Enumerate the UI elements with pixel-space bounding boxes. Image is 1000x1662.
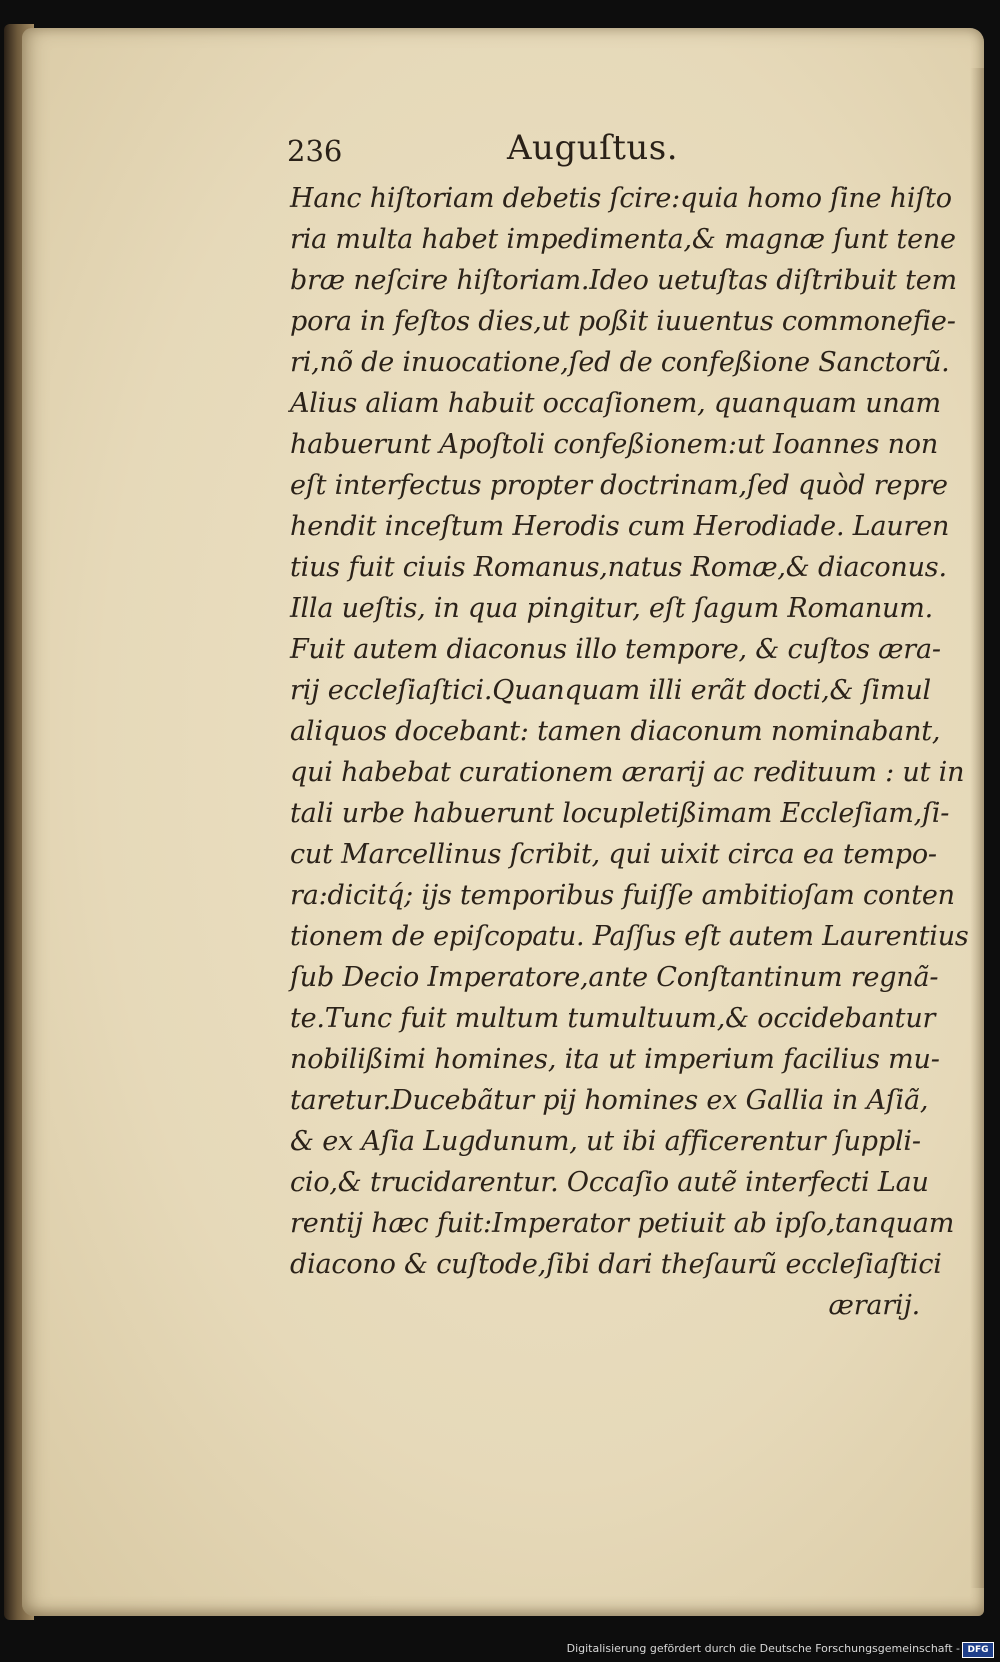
text-line: taretur.Ducebãtur pij homines ex Gallia in Aſiã, (290, 1085, 929, 1116)
text-line: cut Marcellinus ſcribit, qui uixit circa ea tempo- (290, 839, 937, 870)
footer-bar (0, 1638, 1000, 1662)
text-line: diacono & cuſtode,ſibi dari theſaurũ eccleſiaſtici (290, 1249, 942, 1280)
text-line: nobilißimi homines, ita ut imperium facilius mu- (290, 1044, 940, 1075)
text-line: cio,& trucidarentur. Occaſio autẽ interfecti Lau (290, 1167, 929, 1198)
text-line: ri,nõ de inuocatione,ſed de confeßione Sanctorũ. (290, 347, 950, 378)
text-line: Fuit autem diaconus illo tempore, & cuſtos æra- (290, 634, 941, 665)
text-line: ſub Decio Imperatore,ante Conſtantinum regnã- (290, 962, 939, 993)
page-edge-shading (970, 68, 984, 1588)
text-line: pora in feſtos dies,ut poßit iuuentus commonefie- (290, 306, 956, 337)
text-line: ria multa habet impedimenta,& magnæ ſunt tene (290, 224, 956, 255)
text-line: Hanc hiſtoriam debetis ſcire:quia homo ſine hiſto (290, 183, 952, 214)
text-line: tius fuit ciuis Romanus,natus Romæ,& diaconus. (290, 552, 947, 583)
text-line: Alius aliam habuit occaſionem, quanquam unam (290, 388, 941, 419)
text-line: ra:dicitq́; ijs temporibus fuiſſe ambitioſam conten (290, 880, 955, 911)
text-line: bræ neſcire hiſtoriam.Ideo uetuſtas diſtribuit tem (290, 265, 957, 296)
page-header (287, 128, 747, 174)
text-line: eſt interfectus propter doctrinam,ſed quòd repre (290, 470, 948, 501)
text-line: aliquos docebant: tamen diaconum nominabant, (290, 716, 941, 747)
running-head: Auguſtus. (507, 128, 679, 168)
text-line-catchword: ærarij. (828, 1290, 920, 1321)
text-line: habuerunt Apoſtoli confeßionem:ut Ioannes non (290, 429, 939, 460)
text-line: rentij hæc fuit:Imperator petiuit ab ipſo,tanquam (290, 1208, 955, 1239)
text-line: te.Tunc fuit multum tumultuum,& occidebantur (290, 1003, 936, 1034)
text-line: hendit inceſtum Herodis cum Herodiade. Lauren (290, 511, 950, 542)
dfg-logo: DFG (962, 1642, 994, 1658)
text-line: qui habebat curationem ærarij ac redituum : ut in (290, 757, 965, 788)
text-line: tali urbe habuerunt locupletißimam Eccleſiam,ſi- (290, 798, 950, 829)
text-line: rij eccleſiaſtici.Quanquam illi erãt docti,& ſimul (290, 675, 931, 706)
funding-credit: Digitalisierung gefördert durch die Deutsche Forschungsgemeinschaft - (566, 1642, 960, 1655)
text-line: tionem de epiſcopatu. Paſſus eſt autem Laurentius (290, 921, 969, 952)
text-line: Illa ueſtis, in qua pingitur, eſt ſagum Romanum. (290, 593, 934, 624)
text-line: & ex Aſia Lugdunum, ut ibi afficerentur ſuppli- (290, 1126, 921, 1157)
page-number: 236 (287, 134, 343, 168)
body-text (290, 178, 969, 1326)
